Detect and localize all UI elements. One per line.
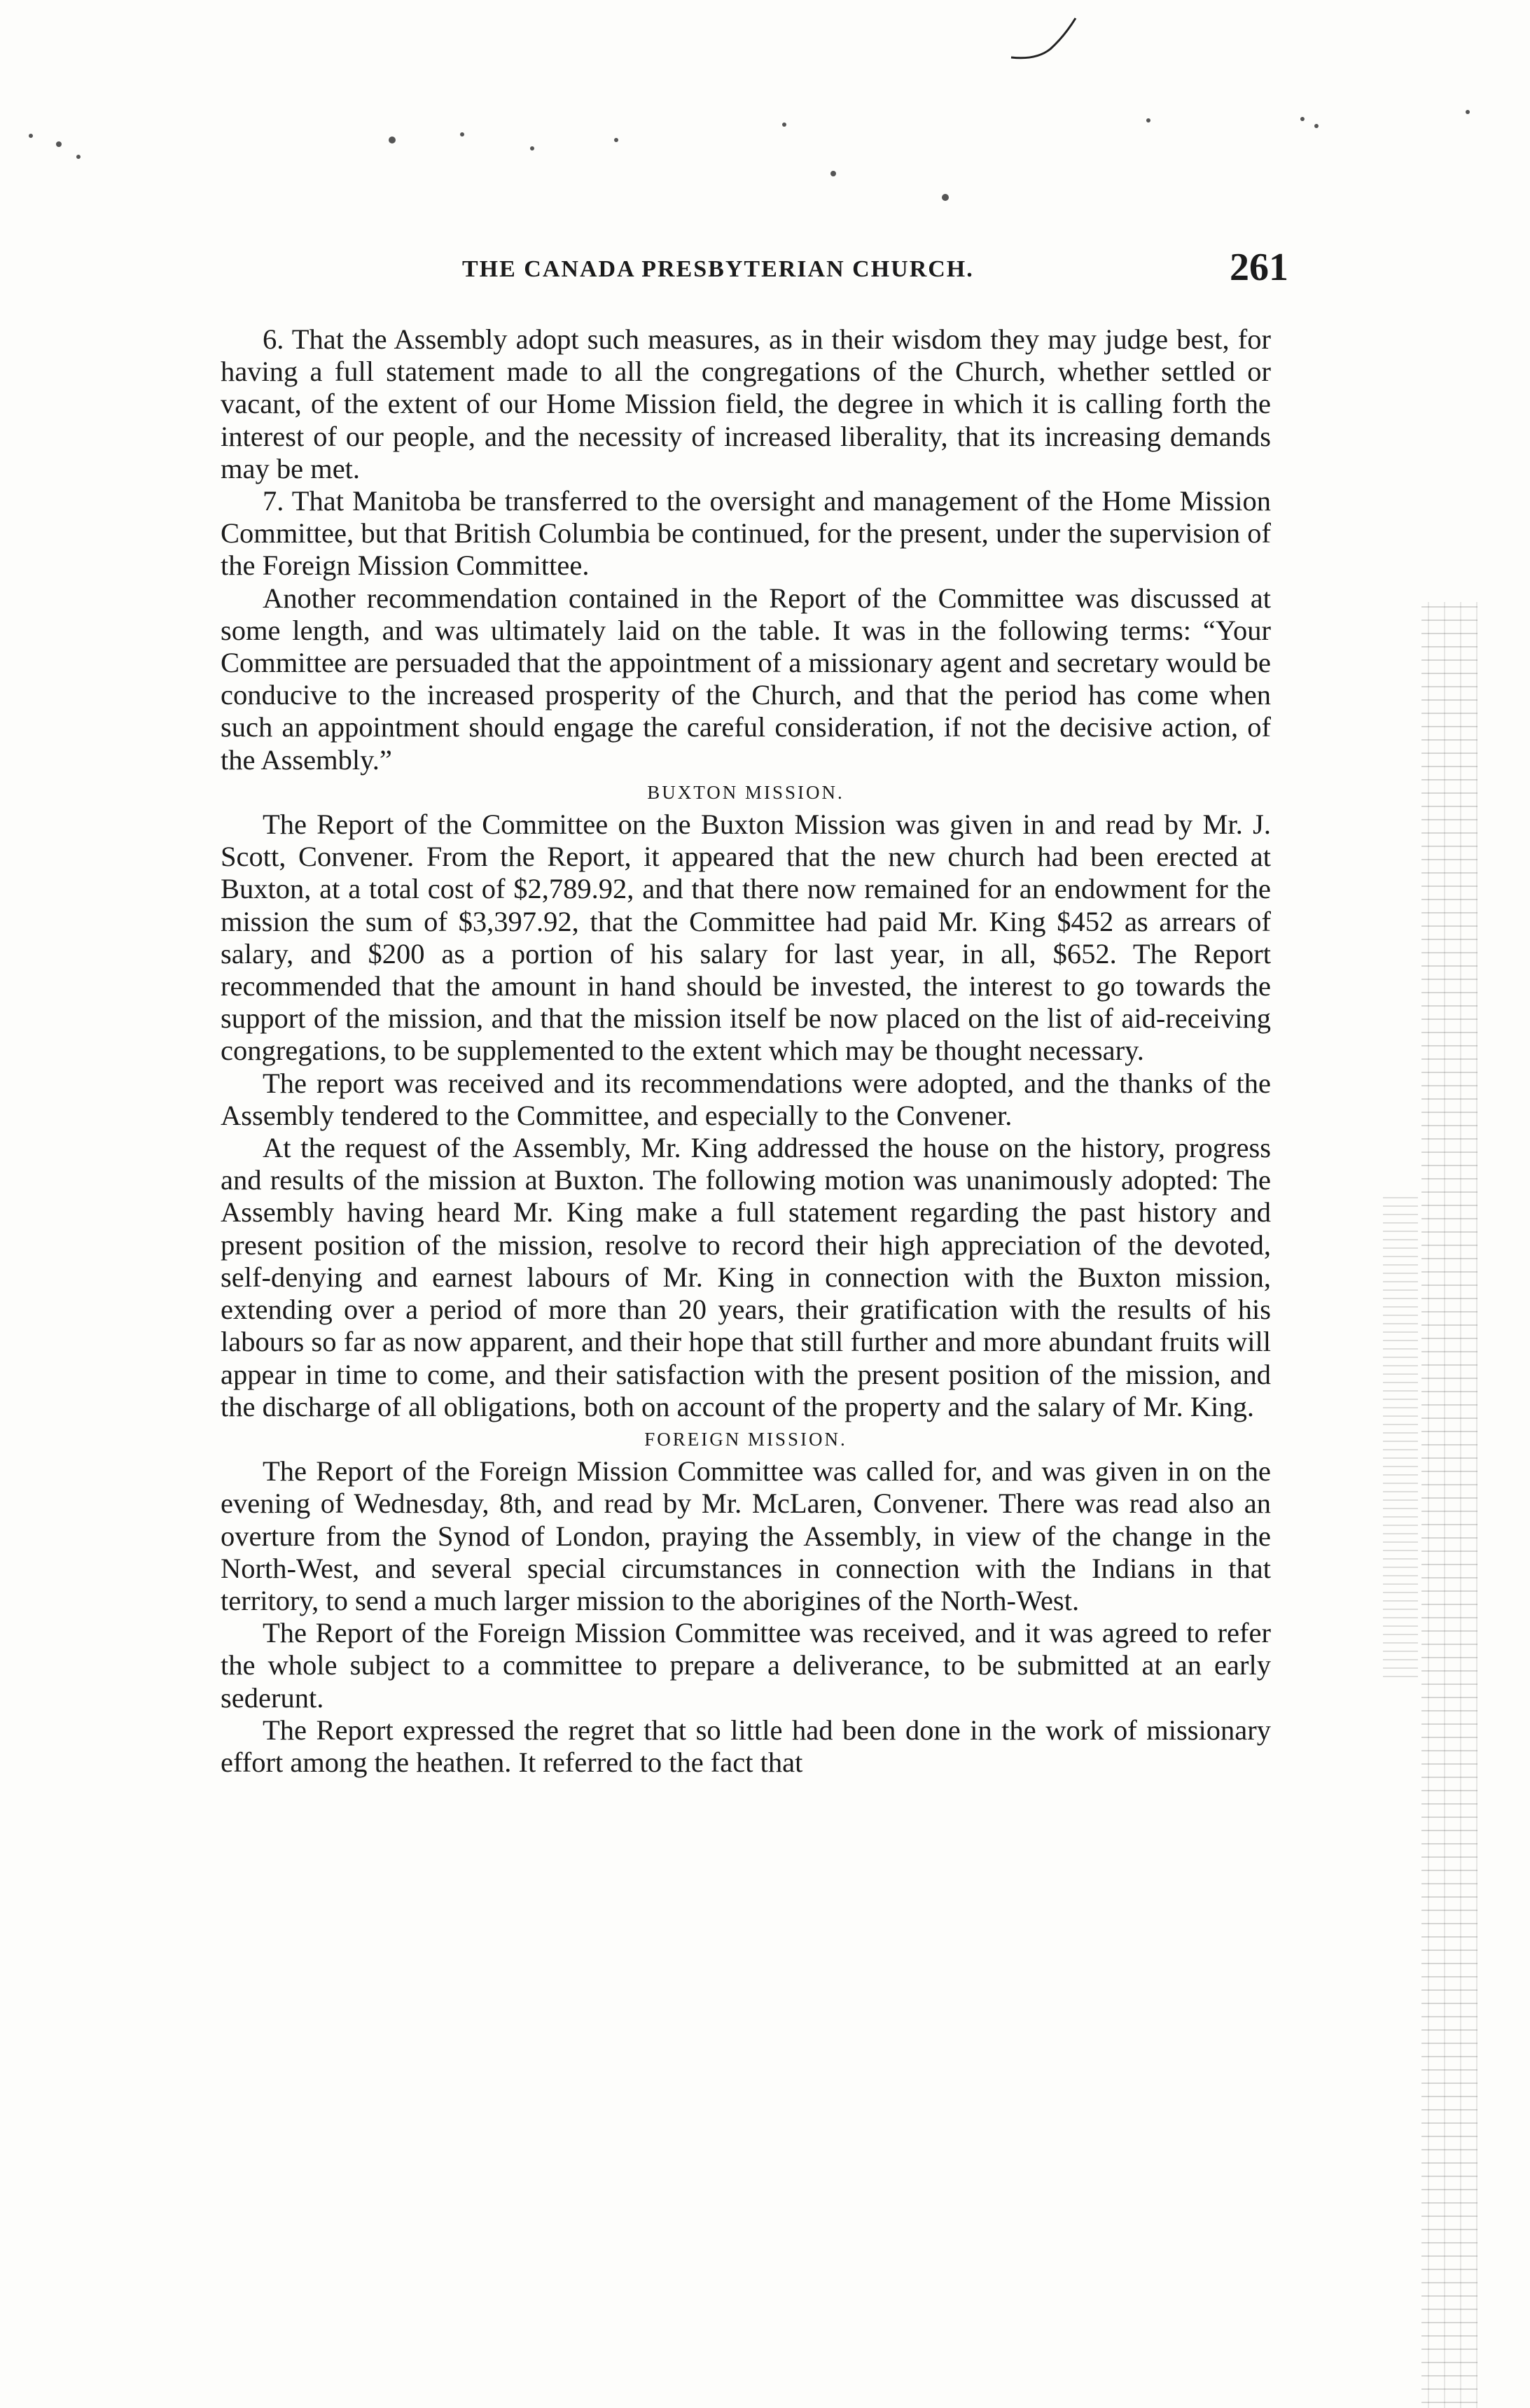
page-number: 261 <box>1230 246 1288 289</box>
section-heading-buxton: BUXTON MISSION. <box>647 781 844 803</box>
page-body <box>221 323 1271 1779</box>
paragraph: 7. That Manitoba be transferred to the oversight and management of the Home Mission Committee, but that British Columbia be continued, for the present, under the supervision of the Foreign Mission Committee. <box>221 485 1271 582</box>
running-header <box>462 246 1288 293</box>
scan-specks <box>0 98 1530 210</box>
page-edge-shadow <box>1421 602 1477 2408</box>
paragraph: The report was received and its recommendations were adopted, and the thanks of the Assembly tendered to the Committee, and especially to the Convener. <box>221 1067 1271 1131</box>
paragraph: At the request of the Assembly, Mr. King addressed the house on the history, progress and results of the mission at Buxton. The following motion was unanimously adopted: The Assembly having heard Mr. King make a full statement regarding the past history and present position of the mission, resolve to record their high appreciation of the devoted, self-denying and earnest labours of Mr. King in connection with the Buxton mission, extending over a period of more than 20 years, their gratification with the results of his labours so far as now apparent, and their hope that still further and more abundant fruits will appear in time to come, and their satisfaction with the present position of the mission, and the discharge of all obligations, both on account of the property and the salary of Mr. King. <box>221 1132 1271 1422</box>
paragraph: The Report of the Committee on the Buxton Mission was given in and read by Mr. J. Scott, Convener. From the Report, it appeared that the new church had been erected at Buxton, at a total cost of $2,789.92, and that there now remained for an endowment for the mission the sum of $3,397.92, that the Committee had paid Mr. King $452 as arrears of salary, and $200 as a portion of his salary for last year, in all, $652. The Report recommended that the amount in hand should be invested, the interest to go towards the support of the mission, and that the mission itself be now placed on the list of aid-receiving congregations, to be supplemented to the extent which may be thought necessary. <box>221 808 1271 1067</box>
paragraph: Another recommendation contained in the Report of the Committee was discussed at some length, and was ultimately laid on the table. It was in the following terms: “Your Committee are persuaded that the appointment of a missionary agent and secretary would be conducive to the increased prosperity of the Church, and that the period has come when such an appointment should engage the careful consideration, if not the decisive action, of the Assembly.” <box>221 582 1271 776</box>
section-heading-foreign: FOREIGN MISSION. <box>644 1428 847 1450</box>
pen-mark <box>1008 14 1078 63</box>
paragraph: The Report of the Foreign Mission Committee was called for, and was given in on the evening of Wednesday, 8th, and read by Mr. McLaren, Convener. There was read also an overture from the Synod of London, praying the Assembly, in view of the change in the North-West, and several special circumstances in connection with the Indians in that territory, to send a much larger mission to the aborigines of the North-West. <box>221 1455 1271 1616</box>
paragraph: The Report of the Foreign Mission Committee was received, and it was agreed to refer the whole subject to a committee to prepare a deliverance, to be submitted at an early sederunt. <box>221 1617 1271 1714</box>
paragraph: The Report expressed the regret that so little had been done in the work of missionary effort among the heathen. It referred to the fact that <box>221 1714 1271 1778</box>
page-edge-shadow-inner <box>1383 1190 1418 1680</box>
running-title: THE CANADA PRESBYTERIAN CHURCH. <box>462 256 974 282</box>
paragraph: 6. That the Assembly adopt such measures, as in their wisdom they may judge best, for having a full statement made to all the congregations of the Church, whether settled or vacant, of the extent of our Home Mission field, the degree in which it is calling forth the interest of our people, and the necessity of increased liberality, that its increasing demands may be met. <box>221 323 1271 484</box>
